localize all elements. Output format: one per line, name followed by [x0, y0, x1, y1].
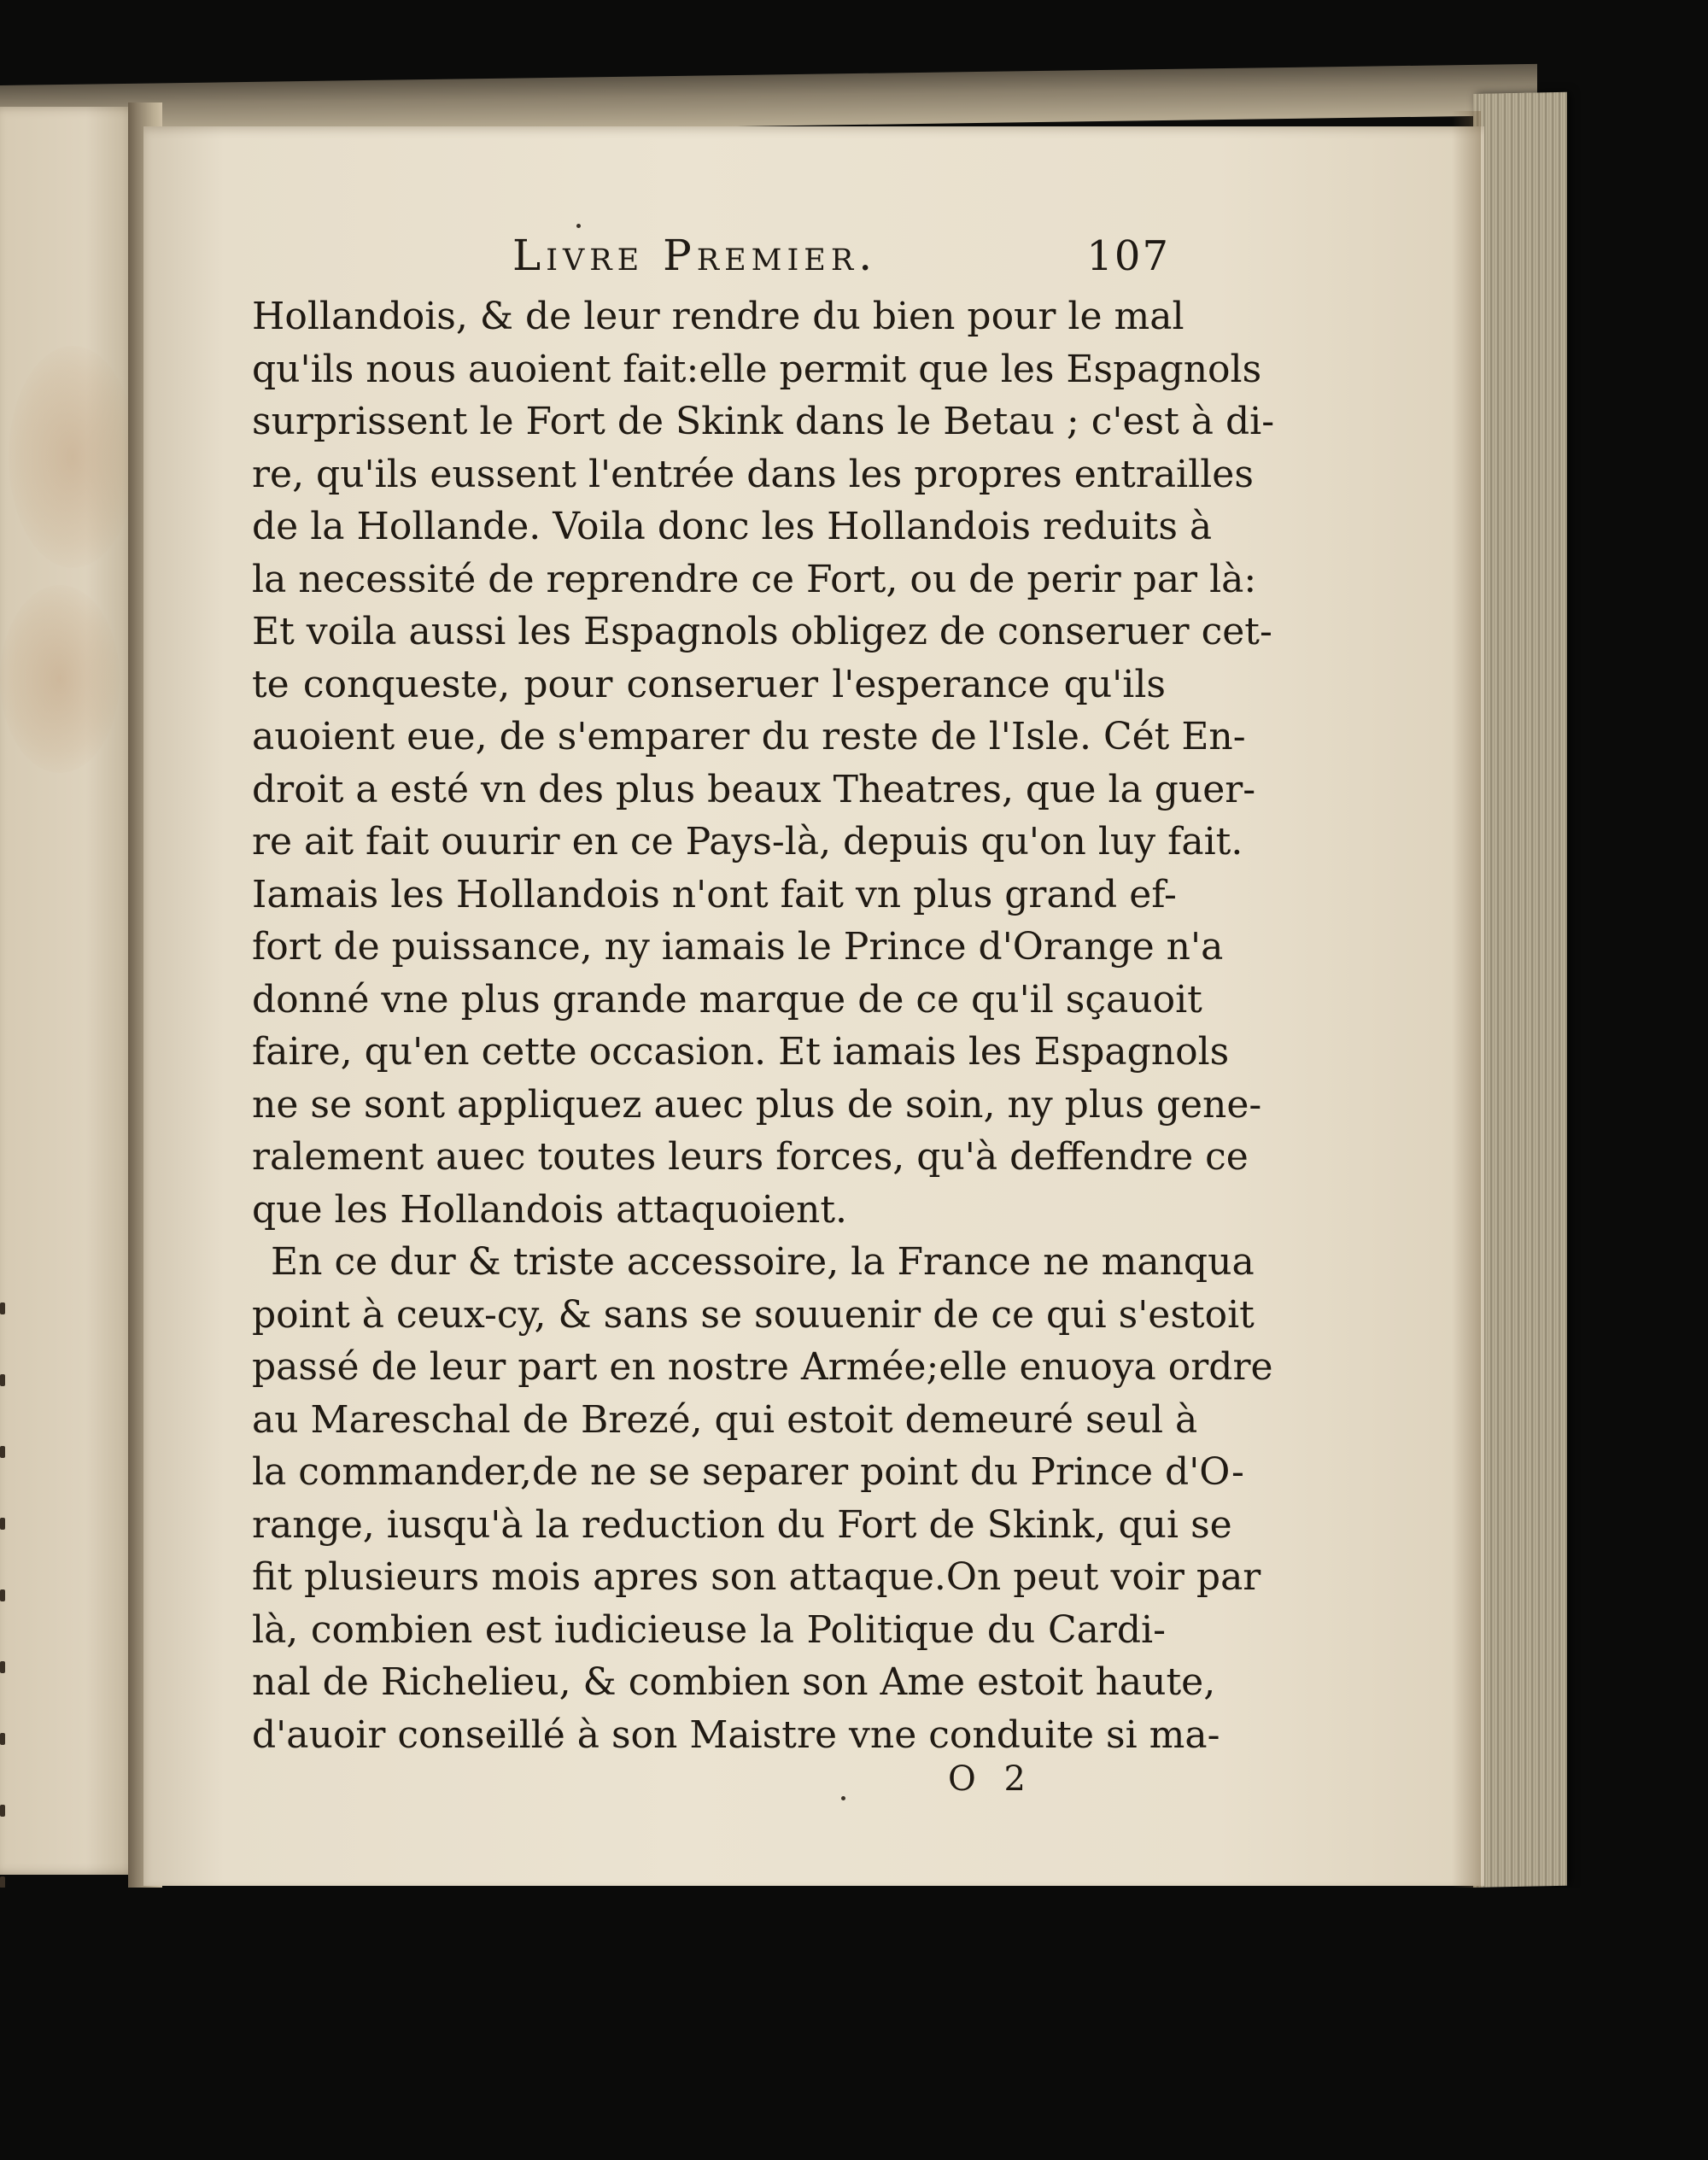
text-line: ne se sont appliquez auec plus de soin, ny plus gene- [252, 1082, 1262, 1127]
text-line: la necessité de reprendre ce Fort, ou de perir par là: [252, 557, 1257, 601]
ink-fleck [841, 1796, 845, 1800]
text-line: de la Hollande. Voila donc les Hollandois reduits à [252, 505, 1213, 548]
water-stain [0, 585, 120, 773]
text-line: ralement auec toutes leurs forces, qu'à deffendre ce [252, 1135, 1249, 1179]
text-line: d'auoir conseillé à son Maistre vne conduite si ma- [252, 1712, 1220, 1757]
text-line: là, combien est iudicieuse la Politique du Cardi- [252, 1607, 1166, 1652]
text-line: la commander,de ne se separer point du Prince d'O- [252, 1450, 1244, 1494]
text-line: te conqueste, pour conseruer l'esperance qu'ils [252, 662, 1166, 706]
text-line: Hollandois, & de leur rendre du bien pour le mal [252, 295, 1184, 338]
running-header [512, 231, 1170, 299]
water-stain [9, 346, 137, 568]
ink-fleck [576, 224, 581, 228]
text-line: que les Hollandois attaquoient. [252, 1187, 848, 1232]
text-line: auoient eue, de s'emparer du reste de l'Isle. Cét En- [252, 715, 1246, 758]
text-line: range, iusqu'à la reduction du Fort de Skink, qui se [252, 1502, 1232, 1547]
text-line: surprissent le Fort de Skink dans le Betau ; c'est à di- [252, 400, 1275, 443]
text-line: qu'ils nous auoient fait:elle permit que les Espagnols [252, 347, 1262, 391]
body-text [252, 290, 1275, 1761]
page-number: 107 [1086, 232, 1170, 280]
text-line: Iamais les Hollandois n'ont fait vn plus grand ef- [252, 872, 1177, 916]
text-line: faire, qu'en cette occasion. Et iamais les Espagnols [252, 1030, 1230, 1074]
left-facing-page [0, 107, 143, 1875]
text-line: point à ceux-cy, & sans se souuenir de ce qui s'estoit [252, 1292, 1255, 1337]
text-line: re ait fait ouurir en ce Pays-là, depuis qu'on luy fait. [252, 820, 1243, 863]
page-block-edge [1473, 92, 1567, 1888]
text-line: Et voila aussi les Espagnols obligez de conseruer cet- [252, 610, 1272, 653]
running-title: Livre Premier. [512, 231, 878, 280]
text-line: droit a esté vn des plus beaux Theatres, que la guer- [252, 767, 1256, 811]
signature-mark: O 2 [948, 1759, 1034, 1799]
text-line: En ce dur & triste accessoire, la France ne manqua [271, 1240, 1255, 1284]
text-line: nal de Richelieu, & combien son Ame estoit haute, [252, 1660, 1216, 1704]
text-line: fit plusieurs mois apres son attaque.On peut voir par [252, 1555, 1261, 1599]
text-line: re, qu'ils eussent l'entrée dans les propres entrailles [252, 452, 1254, 496]
text-line: fort de puissance, ny iamais le Prince d'Orange n'a [252, 925, 1224, 969]
bleed-through-marks [0, 1302, 12, 1948]
text-line: au Mareschal de Brezé, qui estoit demeuré seul à [252, 1397, 1198, 1442]
text-line: donné vne plus grande marque de ce qu'il sçauoit [252, 977, 1202, 1021]
text-line: passé de leur part en nostre Armée;elle enuoya ordre [252, 1345, 1273, 1389]
page-edge-shadow [1452, 111, 1481, 1888]
scan-background [0, 1888, 1708, 2160]
